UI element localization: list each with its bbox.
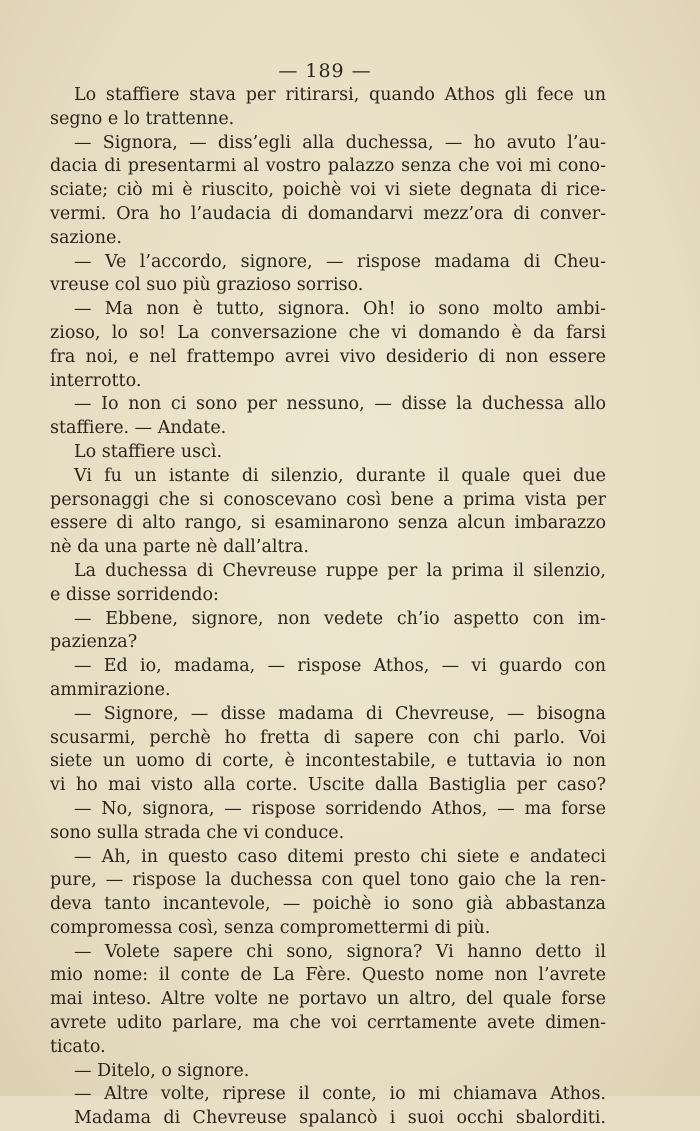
text-line: Lo staffiere uscì. (74, 441, 223, 462)
text-line: pure, — rispose la duchessa con quel tono gaio che la ren- (50, 870, 606, 891)
text-line: vi ho mai visto alla corte. Uscite dalla Bastiglia per caso? (50, 775, 606, 796)
text-line: — Ah, in questo caso ditemi presto chi siete e andateci (74, 846, 606, 867)
text-line: deva tanto incantevole, — poichè io sono già abbastanza (50, 894, 606, 915)
text-line: nè da una parte nè dall’altra. (50, 537, 309, 558)
text-line: — Signora, — diss’egli alla duchessa, — ho avuto l’au- (74, 132, 606, 153)
body-text (50, 84, 606, 1131)
text-line: — Volete sapere chi sono, signora? Vi hanno detto il (74, 941, 606, 962)
text-line: essere di alto rango, si esaminarono senza alcun imbarazzo (50, 513, 606, 534)
text-line: siete un uomo di corte, è incontestabile, e tuttavia io non (50, 751, 606, 772)
text-line: mai inteso. Altre volte ne portavo un altro, del quale forse (50, 989, 606, 1010)
text-line: compromessa così, senza compromettermi di più. (50, 917, 491, 938)
text-line: segno e lo trattenne. (50, 108, 235, 129)
text-line: interrotto. (50, 370, 142, 391)
text-line: — Signore, — disse madama di Chevreuse, — bisogna (74, 703, 606, 724)
text-line: — Ve l’accordo, signore, — rispose madama di Cheu- (74, 251, 606, 272)
text-line: zioso, lo so! La conversazione che vi domando è da farsi (50, 322, 606, 343)
text-line: sono sulla strada che vi conduce. (50, 822, 345, 843)
text-line: scusarmi, perchè ho fretta di sapere con chi parlo. Voi (50, 727, 606, 748)
text-line: — Ebbene, signore, non vedete ch’io aspetto con im- (74, 608, 606, 629)
text-line: mio nome: il conte de La Fère. Questo nome non l’avrete (50, 965, 606, 986)
text-line: fra noi, e nel frattempo avrei vivo desiderio di non essere (50, 346, 606, 367)
text-line: Madama di Chevreuse spalancò i suoi occhi sbalorditi. (74, 1108, 606, 1129)
text-line: — No, signora, — rispose sorridendo Athos, — ma forse (74, 798, 606, 819)
text-line: vreuse col suo più grazioso sorriso. (50, 275, 364, 296)
text-line: — Altre volte, riprese il conte, io mi chiamava Athos. (74, 1084, 606, 1105)
text-line: La duchessa di Chevreuse ruppe per la prima il silenzio, (74, 560, 606, 581)
text-line: ammirazione. (50, 679, 171, 700)
text-line: vermi. Ora ho l’audacia di domandarvi mezz’ora di conver- (50, 203, 606, 224)
text-line: sazione. (50, 227, 122, 248)
text-line: sciate; ciò mi è riuscito, poichè voi vi siete degnata di rice- (50, 180, 606, 201)
text-line: dacia di presentarmi al vostro palazzo senza che voi mi cono- (50, 156, 606, 177)
text-line: — Io non ci sono per nessuno, — disse la duchessa allo (74, 394, 606, 415)
text-line: e disse sorridendo: (50, 584, 219, 605)
text-line: ticato. (50, 1036, 106, 1057)
text-line: — Ditelo, o signore. (74, 1060, 250, 1081)
text-line: — Ma non è tutto, signora. Oh! io sono molto ambi- (74, 299, 606, 320)
text-line: Lo staffiere stava per ritirarsi, quando Athos gli fece un (74, 85, 606, 105)
text-line: pazienza? (50, 632, 138, 653)
text-line: avrete udito parlare, ma che voi cerrtamente avete dimen- (50, 1013, 606, 1034)
text-line: Vi fu un istante di silenzio, durante il quale quei due (74, 465, 606, 486)
text-line: staffiere. — Andate. (50, 418, 227, 439)
text-line: personaggi che si conoscevano così bene a prima vista per (50, 489, 606, 510)
page-number: — 189 — (278, 60, 372, 82)
text-line: — Ed io, madama, — rispose Athos, — vi guardo con (74, 656, 606, 677)
